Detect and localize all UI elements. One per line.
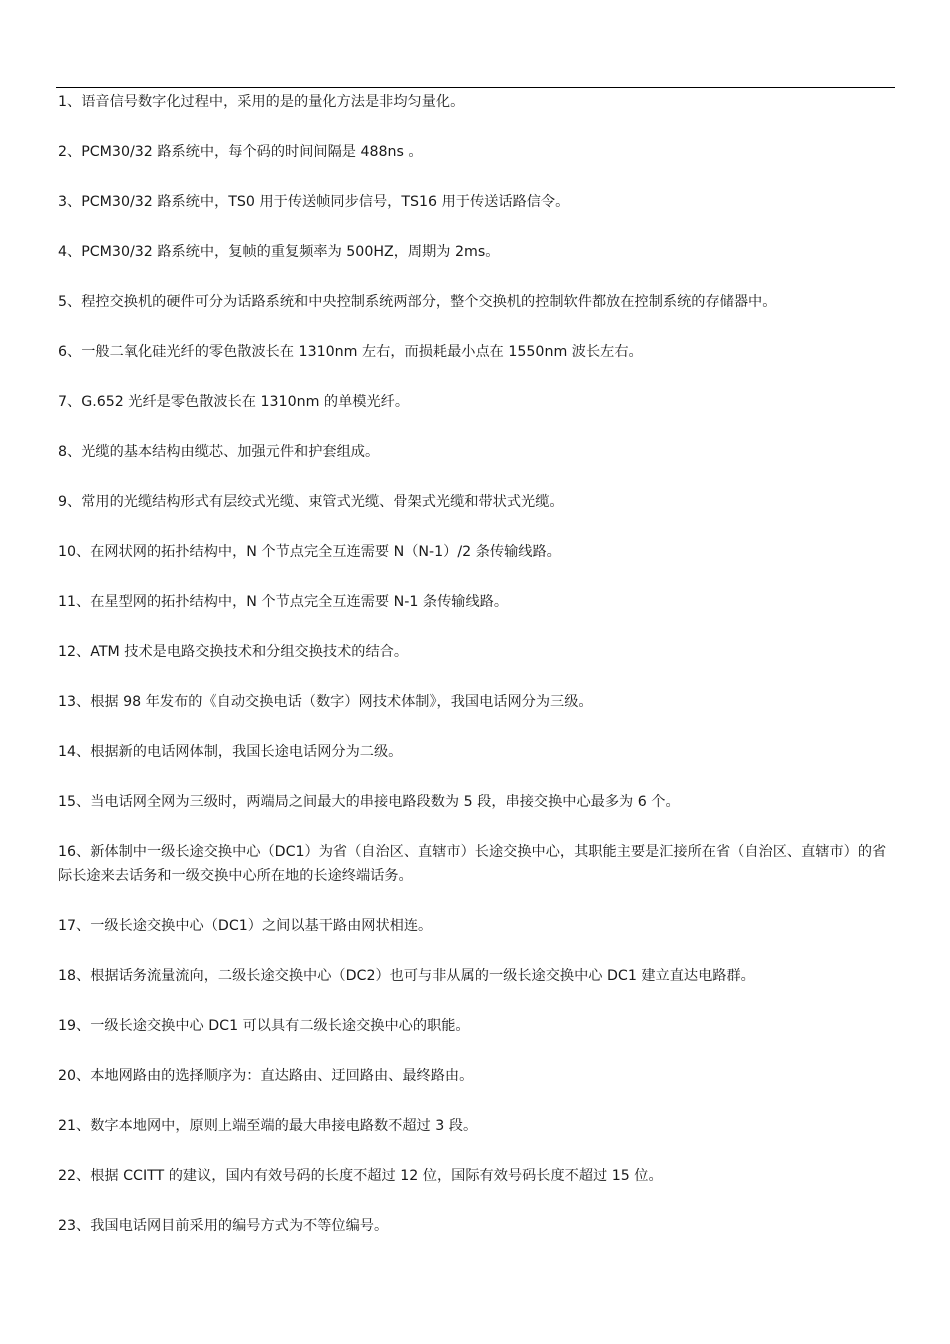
- list-item: 21、数字本地网中，原则上端至端的最大串接电路数不超过 3 段。: [58, 1118, 478, 1134]
- list-item: 5、程控交换机的硬件可分为话路系统和中央控制系统两部分，整个交换机的控制软件都放在控制系统的存储器中。: [58, 294, 777, 310]
- list-item: 11、在星型网的拓扑结构中，N 个节点完全互连需要 N-1 条传输线路。: [58, 594, 509, 610]
- list-item: 8、光缆的基本结构由缆芯、加强元件和护套组成。: [58, 444, 380, 460]
- list-item: 19、一级长途交换中心 DC1 可以具有二级长途交换中心的职能。: [58, 1018, 470, 1034]
- list-item: 18、根据话务流量流向，二级长途交换中心（DC2）也可与非从属的一级长途交换中心 DC1 建立直达电路群。: [58, 968, 755, 984]
- list-item: 16、新体制中一级长途交换中心（DC1）为省（自治区、直辖市）长途交换中心，其职能主要是汇接所在省（自治区、直辖市）的省际长途来去话务和一级交换中心所在地的长途终端话务。: [58, 844, 887, 884]
- list-item: 6、一般二氧化硅光纤的零色散波长在 1310nm 左右，而损耗最小点在 1550nm 波长左右。: [58, 344, 643, 360]
- list-item: 3、PCM30/32 路系统中，TS0 用于传送帧同步信号，TS16 用于传送话路信令。: [58, 194, 570, 210]
- list-item: 2、PCM30/32 路系统中，每个码的时间间隔是 488ns 。: [58, 144, 423, 160]
- list-item: 22、根据 CCITT 的建议，国内有效号码的长度不超过 12 位，国际有效号码长度不超过 15 位。: [58, 1168, 663, 1184]
- question-list: [58, 90, 896, 1264]
- list-item: 9、常用的光缆结构形式有层绞式光缆、束管式光缆、骨架式光缆和带状式光缆。: [58, 494, 564, 510]
- list-item: 1、语音信号数字化过程中，采用的是的量化方法是非均匀量化。: [58, 94, 465, 110]
- list-item: 12、ATM 技术是电路交换技术和分组交换技术的结合。: [58, 644, 409, 660]
- list-item: 23、我国电话网目前采用的编号方式为不等位编号。: [58, 1218, 389, 1234]
- list-item: 20、本地网路由的选择顺序为：直达路由、迂回路由、最终路由。: [58, 1068, 474, 1084]
- list-item: 7、G.652 光纤是零色散波长在 1310nm 的单模光纤。: [58, 394, 410, 410]
- list-item: 10、在网状网的拓扑结构中，N 个节点完全互连需要 N（N-1）/2 条传输线路。: [58, 544, 561, 560]
- list-item: 4、PCM30/32 路系统中，复帧的重复频率为 500HZ，周期为 2ms。: [58, 244, 500, 260]
- list-item: 13、根据 98 年发布的《自动交换电话（数字）网技术体制》，我国电话网分为三级。: [58, 694, 593, 710]
- list-item: 17、一级长途交换中心（DC1）之间以基干路由网状相连。: [58, 918, 433, 934]
- header-rule: [56, 87, 895, 88]
- list-item: 14、根据新的电话网体制，我国长途电话网分为二级。: [58, 744, 403, 760]
- list-item: 15、当电话网全网为三级时，两端局之间最大的串接电路段数为 5 段，串接交换中心最多为 6 个。: [58, 794, 680, 810]
